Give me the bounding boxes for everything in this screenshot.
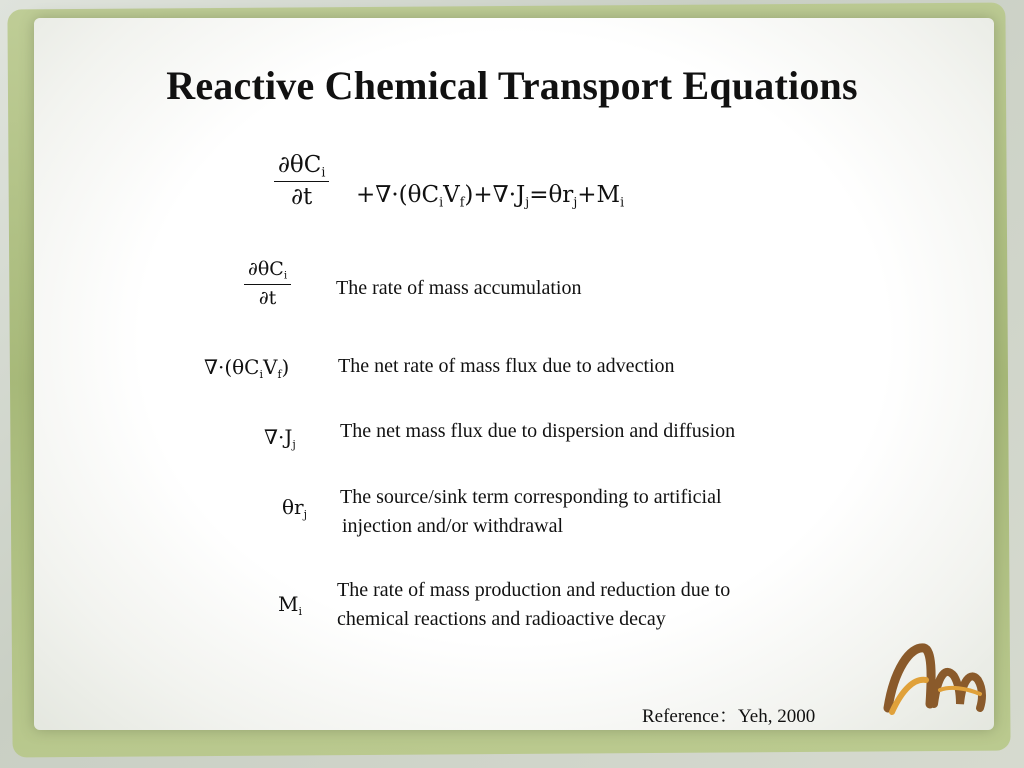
term-advection-symbol: $\nabla\cdot(\theta C_iV_f)$ — [204, 355, 290, 381]
term-reaction-line2: chemical reactions and radioactive decay — [337, 608, 666, 630]
term-accumulation-numerator: $\partial\theta C_i$ — [244, 258, 291, 285]
term-reaction-description — [337, 576, 730, 634]
logo-am-icon — [880, 630, 990, 725]
term-source-sink-symbol: $\theta r_j$ — [282, 495, 308, 521]
term-reaction-line1: The rate of mass production and reduction due to — [337, 579, 731, 601]
main-lhs-fraction — [274, 152, 329, 210]
term-accumulation-symbol — [244, 258, 291, 309]
term-source-sink-description — [340, 483, 722, 541]
main-rhs: $+\nabla\cdot(\theta C_iV_f)+\nabla\cdot J_j=\theta r_j+M_i$ — [356, 182, 625, 210]
reference-citation: Reference：Yeh, 2000 — [642, 706, 816, 727]
main-lhs-numerator: $\partial\theta C_i$ — [274, 152, 329, 182]
slide-title: Reactive Chemical Transport Equations — [166, 63, 858, 108]
term-dispersion-description: The net mass flux due to dispersion and diffusion — [340, 420, 736, 442]
term-dispersion-symbol: $\nabla\cdot J_j$ — [264, 425, 296, 451]
term-accumulation-denominator: ∂t — [258, 286, 277, 309]
term-accumulation-description: The rate of mass accumulation — [336, 277, 582, 299]
term-source-sink-line1: The source/sink term corresponding to artificial — [340, 486, 722, 508]
term-source-sink-line2: injection and/or withdrawal — [342, 515, 564, 537]
main-lhs-denominator: ∂t — [291, 184, 313, 211]
term-reaction-symbol: $M_i$ — [278, 592, 303, 618]
term-advection-description: The net rate of mass flux due to advection — [338, 355, 675, 377]
